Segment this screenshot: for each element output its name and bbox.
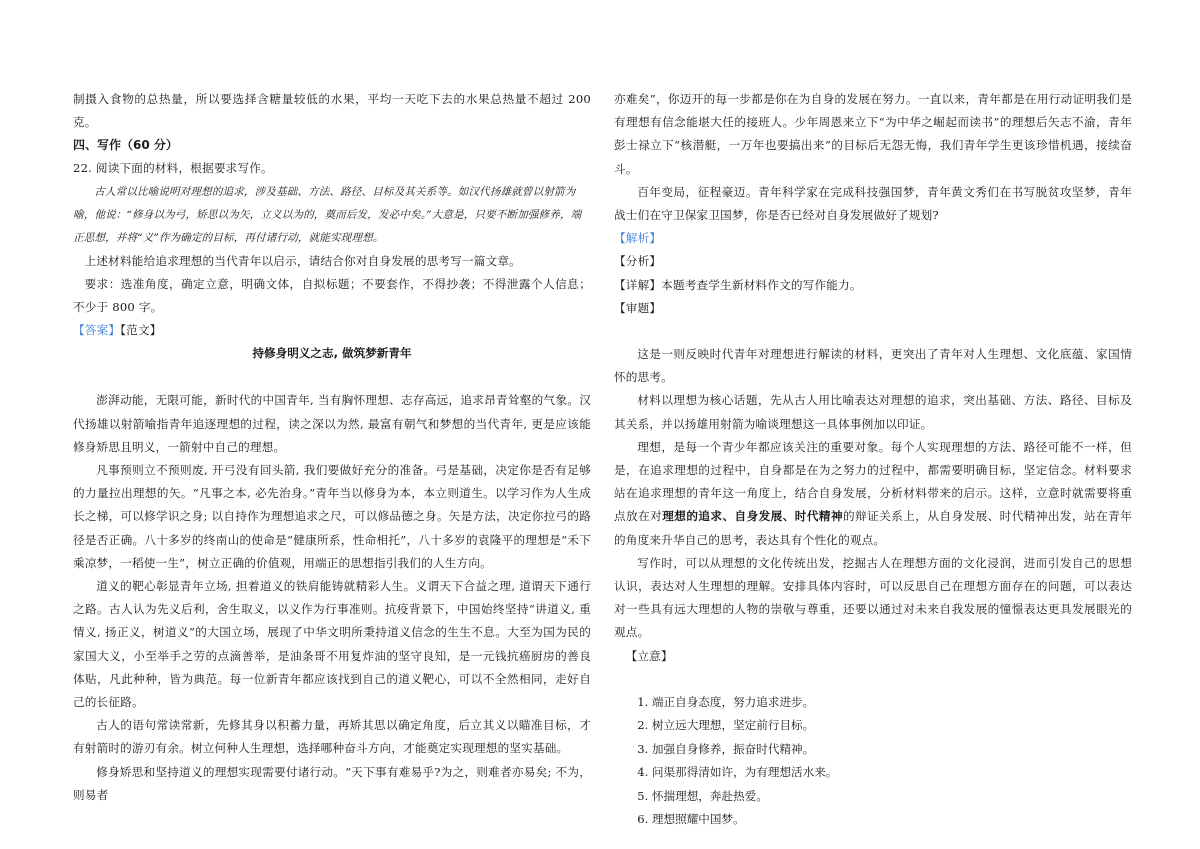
analysis-paragraph: 这是一则反映时代青年对理想进行解读的材料，更突出了青年对人生理想、文化底蕴、家国情怀的思考。 [614, 347, 1132, 385]
top-line: 制摄入食物的总热量，所以要选择含糖量较低的水果，平均一天吃下去的水果总热量不超过 200 克。 [73, 92, 591, 130]
ideal-text-a: 理想，是每一个青少年都应该关注的重要对象。每个人实现理想的方法、路径可能不一样，但是，在追求理想的过程中，自身都是在为之努力的过程中，都需要明确目标，坚定信念。材料要求站在追求理想的青年这一角度上，结合自身发展，分析材料带来的启示。这样，立意时就需要将重点放在对 [614, 439, 1132, 524]
sample-tag: 【范文】 [120, 323, 162, 338]
thesis-item: 3. 加强自身修养，振奋时代精神。 [637, 741, 815, 756]
analysis-paragraph [614, 436, 1132, 552]
essay-paragraph: 澎湃动能，无限可能，新时代的中国青年, 当有胸怀理想、志存高远，追求昂青耸壑的气象。汉代扬雄以射箭喻指青年追逐理想的过程，读之深以为然, 最富有朝气和梦想的当代青年, 更是应该能修身矫思且明义，一箭射中自己的理想。 [73, 393, 591, 454]
thesis-item: 5. 怀揣理想，奔赴热爱。 [637, 788, 768, 803]
question-text: 22. 阅读下面的材料，根据要求写作。 [73, 161, 273, 176]
fenxi-tag: 【分析】 [614, 254, 662, 269]
answer-label [73, 319, 591, 342]
analysis-tag: 【解析】 [614, 231, 662, 246]
essay-title: 持修身明义之志, 做筑梦新青年 [252, 346, 412, 361]
analysis-paragraph: 写作时，可以从理想的文化传统出发，挖掘古人在理想方面的文化浸润，进而引发自己的思想认识，表达对人生理想的理解。安排具体内容时，可以反思自己在理想方面存在的问题，可以表达对一些具有远大理想的人物的崇敬与尊重，还要以通过对未来自我发展的憧憬表达更具发展眼光的观点。 [614, 555, 1132, 640]
essay-paragraph: 修身矫思和坚持道义的理想实现需要付诸行动。“天下事有难易乎?为之，则难者亦易矣; 不为，则易者 [73, 764, 591, 802]
essay-paragraph: 凡事预则立不预则废, 开弓没有回头箭, 我们要做好充分的准备。弓是基础，决定你是否有足够的力量拉出理想的矢。“凡事之本, 必先治身。”青年当以修身为本，本立则道生。以学习作为人生成长之梯，可以修学识之身; 以自持作为理想追求之尺，可以修品德之身。矢是方法，决定你拉弓的路径是否正确。八十多岁的终南山的使命是“健康所系，性命相托”，八十多岁的袁隆平的理想是“禾下乘凉梦，一稻使一生”，树立正确的价值观，用端正的思想指引我们的人生方向。 [73, 463, 591, 570]
spacer [614, 320, 1132, 343]
thesis-item: 6. 理想照耀中国梦。 [637, 811, 745, 826]
writing-requirement: 要求：选准角度，确定立意，明确文体，自拟标题；不要套作，不得抄袭；不得泄露个人信息；不少于 800 字。 [73, 276, 591, 315]
ideal-text-b: 的辩证关系上，从自身发展、时代精神出发，站在青年的角度来升华自己的思考，表达具有个性化的观点。 [614, 509, 1132, 547]
spacer [73, 365, 591, 377]
liyi-tag: 【立意】 [625, 648, 673, 663]
writing-prompt: 上述材料能给追求理想的当代青年以启示，请结合你对自身发展的思考写一篇文章。 [84, 253, 521, 268]
thesis-item: 1. 端正自身态度，努力追求进步。 [637, 694, 815, 709]
left-column [73, 88, 591, 807]
thesis-item: 4. 问渠那得清如许，为有理想活水来。 [637, 765, 838, 780]
essay-paragraph: 古人的语句常读常新，先修其身以积蓄力量，再矫其思以确定角度，后立其义以瞄准目标，才有射箭时的游刃有余。树立何种人生理想，选择哪种奋斗方向，才能奠定实现理想的坚实基础。 [73, 718, 591, 756]
material-quote: 古人常以比喻说明对理想的追求，涉及基础、方法、路径、目标及其关系等。如汉代扬雄就曾以射箭为喻，他说：“修身以为弓，矫思以为矢，立义以为的，奠而后发，发必中矣。”大意是，只要不断加强修养，端正思想，并将“义”作为确定的目标，再付诸行动，就能实现理想。 [73, 185, 582, 244]
analysis-paragraph: 材料以理想为核心话题，先从古人用比喻表达对理想的追求，突出基础、方法、路径、目标及其关系，并以扬雄用射箭为喻谈理想这一具体事例加以印证。 [614, 393, 1132, 431]
ideal-bold-text: 理想的追求、自身发展、时代精神 [662, 509, 843, 524]
spacer [73, 377, 591, 389]
section-heading: 四、写作（60 分） [73, 138, 178, 153]
thesis-item: 2. 树立远大理想，坚定前行目标。 [637, 718, 815, 733]
right-column [614, 88, 1132, 831]
spacer [614, 668, 1132, 691]
essay-paragraph-final: 百年变局，征程豪迈。青年科学家在完成科技强国梦，青年黄文秀们在书写脱贫攻坚梦，青年战士们在守卫保家卫国梦，你是否已经对自身发展做好了规划? [614, 184, 1132, 223]
essay-paragraph-cont: 亦难矣”，你迈开的每一步都是你在为自身的发展在努力。一直以来，青年都是在用行动证明我们是有理想有信念能堪大任的接班人。少年周恩来立下“为中华之崛起而读书”的理想后矢志不渝，青年彭士禄立下“核潜艇，一万年也要搞出来”的目标后无怨无悔，我们青年学生更该珍惜机遇，接续奋斗。 [614, 92, 1132, 176]
detail-text: 【详解】本题考查学生新材料作文的写作能力。 [614, 277, 862, 292]
shenti-tag: 【审题】 [614, 300, 662, 315]
answer-tag: 【答案】 [73, 323, 121, 338]
essay-paragraph: 道义的靶心彰显青年立场, 担着道义的铁肩能铸就精彩人生。义谓天下合益之理, 道谓天下通行之路。古人认为先义后利，舍生取义，以义作为行事准则。抗疫背景下，中国始终坚持“讲道义, 重情义, 扬正义，树道义”的大国立场，展现了中华文明所秉持道义信念的生生不息。大至为国为民的家国大义，小至举手之劳的点滴善举，是油条哥不用复炸油的坚守良知，是一元钱抗癌厨房的善良体贴，凡此种种，皆为典范。每一位新青年都应该找到自己的道义靶心，可以不全然相同，走好自己的长征路。 [73, 579, 591, 710]
